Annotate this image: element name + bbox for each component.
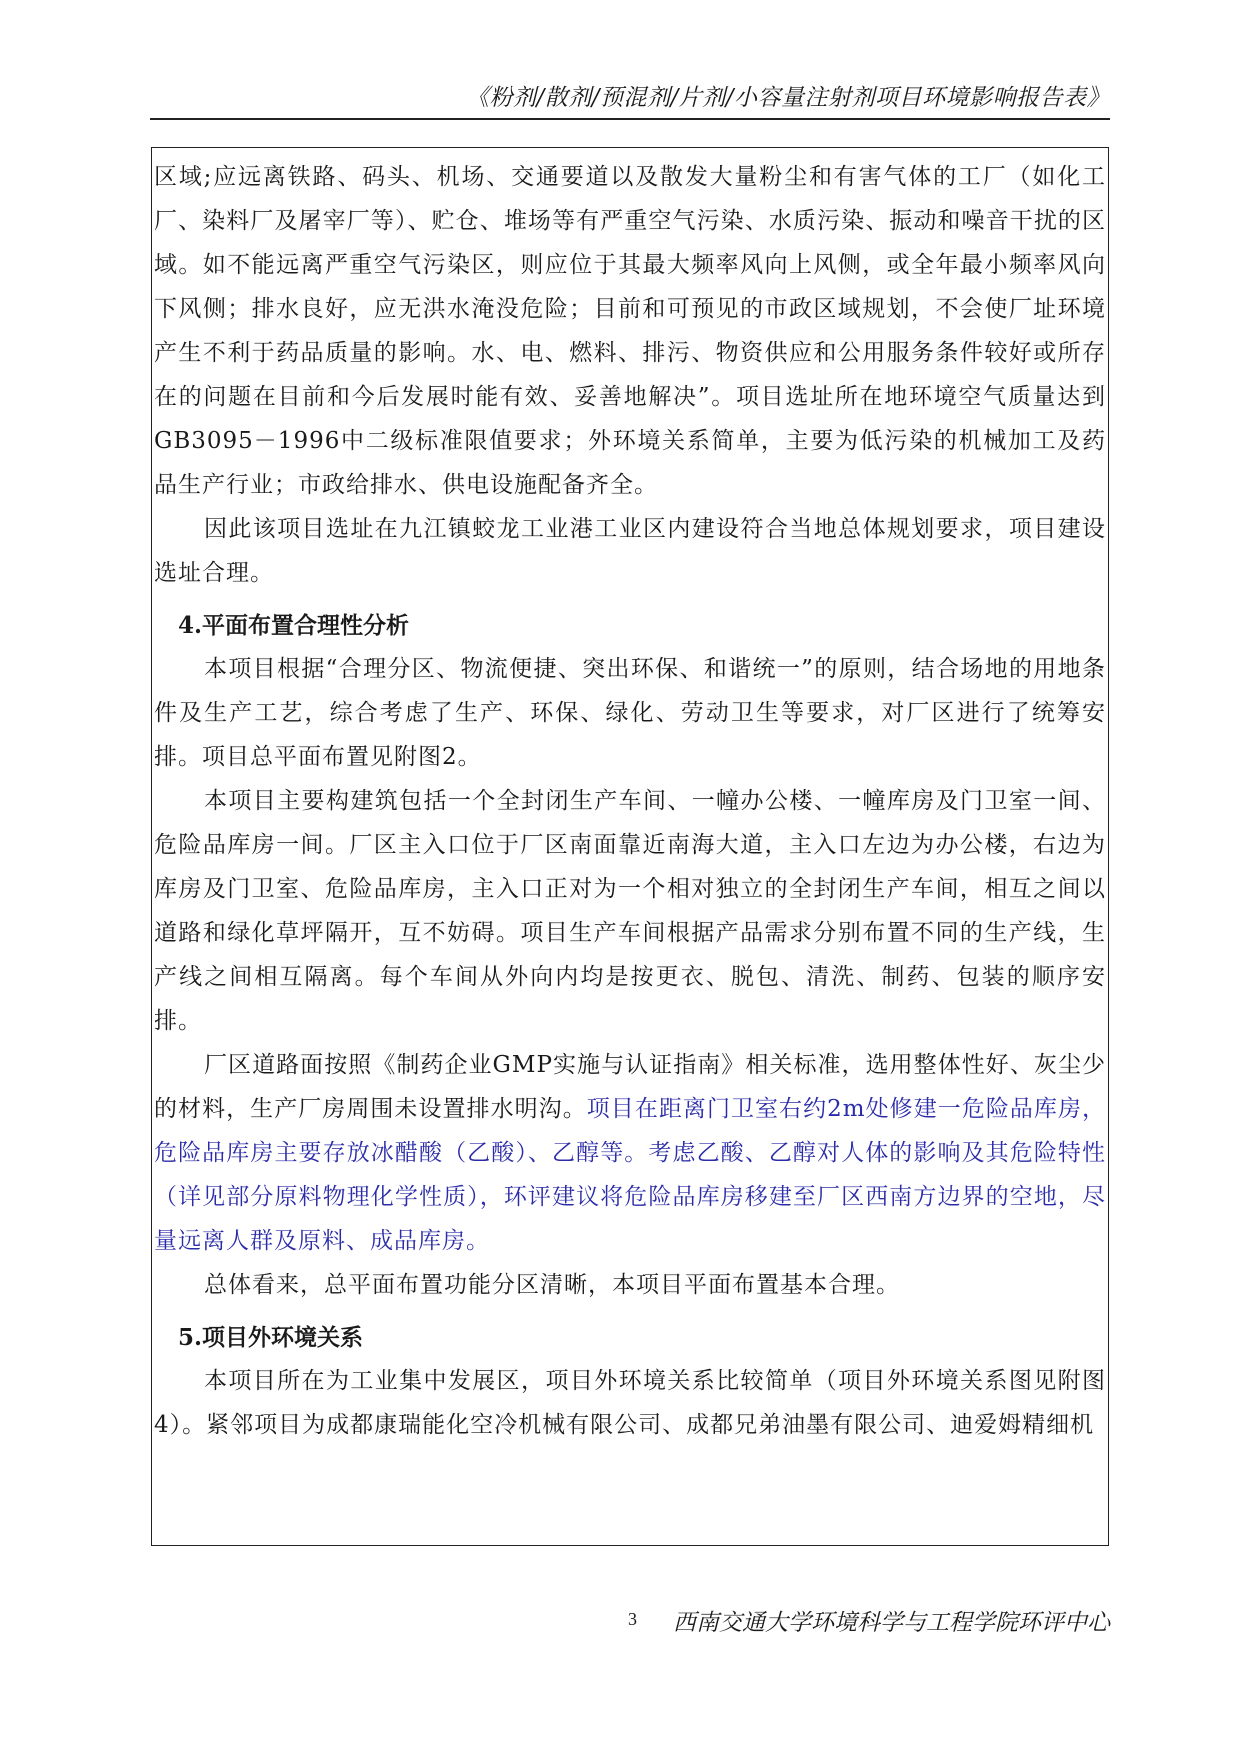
section-heading-layout: 4.平面布置合理性分析 xyxy=(178,612,410,639)
footer-organization: 西南交通大学环境科学与工程学院环评中心 xyxy=(673,1610,1110,1636)
roads-text: 厂区道路面按照《制药企业GMP实施与认证指南》相关标准，选用整体性好、灰尘少的材料，生产厂房周围未设置排水明沟。 xyxy=(154,1052,1106,1122)
paragraph-buildings: 本项目主要构建筑包括一个全封闭生产车间、一幢办公楼、一幢库房及门卫室一间、危险品库房一间。厂区主入口位于厂区南面靠近南海大道，主入口左边为办公楼，右边为库房及门卫室、危险品库房，主入口正对为一个相对独立的全封闭生产车间，相互之间以道路和绿化草坪隔开，互不妨碍。项目生产车间根据产品需求分别布置不同的生产线，生产线之间相互隔离。每个车间从外向内均是按更衣、脱包、清洗、制药、包装的顺序安排。 xyxy=(154,788,1106,1034)
paragraph-layout-conclusion: 总体看来，总平面布置功能分区清晰，本项目平面布置基本合理。 xyxy=(204,1272,900,1298)
paragraph-site-conclusion: 因此该项目选址在九江镇蛟龙工业港工业区内建设符合当地总体规划要求，项目建设选址合理。 xyxy=(154,516,1106,586)
paragraph-site-requirements: 区域;应远离铁路、码头、机场、交通要道以及散发大量粉尘和有害气体的工厂（如化工厂、染料厂及屠宰厂等）、贮仓、堆场等有严重空气污染、水质污染、振动和噪音干扰的区域。如不能远离严重空气污染区，则应位于其最大频率风向上风侧，或全年最小频率风向下风侧；排水良好，应无洪水淹没危险；目前和可预见的市政区域规划，不会使厂址环境产生不利于药品质量的影响。水、电、燃料、排污、物资供应和公用服务条件较好或所存在的问题在目前和今后发展时能有效、妥善地解决”。项目选址所在地环境空气质量达到GB3095－1996中二级标准限值要求；外环境关系简单，主要为低污染的机械加工及药品生产行业；市政给排水、供电设施配备齐全。 xyxy=(154,164,1106,498)
paragraph-roads-hazard-store xyxy=(152,1043,1108,1263)
section-heading-surroundings: 5.项目外环境关系 xyxy=(178,1324,364,1351)
page-number: 3 xyxy=(628,1609,637,1629)
content-frame xyxy=(151,147,1109,1546)
paragraph-layout-principle: 本项目根据“合理分区、物流便捷、突出环保、和谐统一”的原则，结合场地的用地条件及生产工艺，综合考虑了生产、环保、绿化、劳动卫生等要求，对厂区进行了统筹安排。项目总平面布置见附图2。 xyxy=(154,656,1106,770)
document-title: 《粉剂/散剂/预混剂/片剂/小容量注射剂项目环境影响报告表》 xyxy=(466,85,1110,111)
paragraph-surroundings: 本项目所在为工业集中发展区，项目外环境关系比较简单（项目外环境关系图见附图4）。紧邻项目为成都康瑞能化空冷机械有限公司、成都兄弟油墨有限公司、迪爱姆精细机 xyxy=(154,1368,1106,1438)
hazard-store-recommendation: 项目在距离门卫室右约2m处修建一危险品库房，危险品库房主要存放冰醋酸（乙酸）、乙醇等。考虑乙酸、乙醇对人体的影响及其危险特性（详见部分原料物理化学性质），环评建议将危险品库房移建至厂区西南方边界的空地，尽量远离人群及原料、成品库房。 xyxy=(154,1096,1106,1254)
page-header xyxy=(150,84,1110,120)
